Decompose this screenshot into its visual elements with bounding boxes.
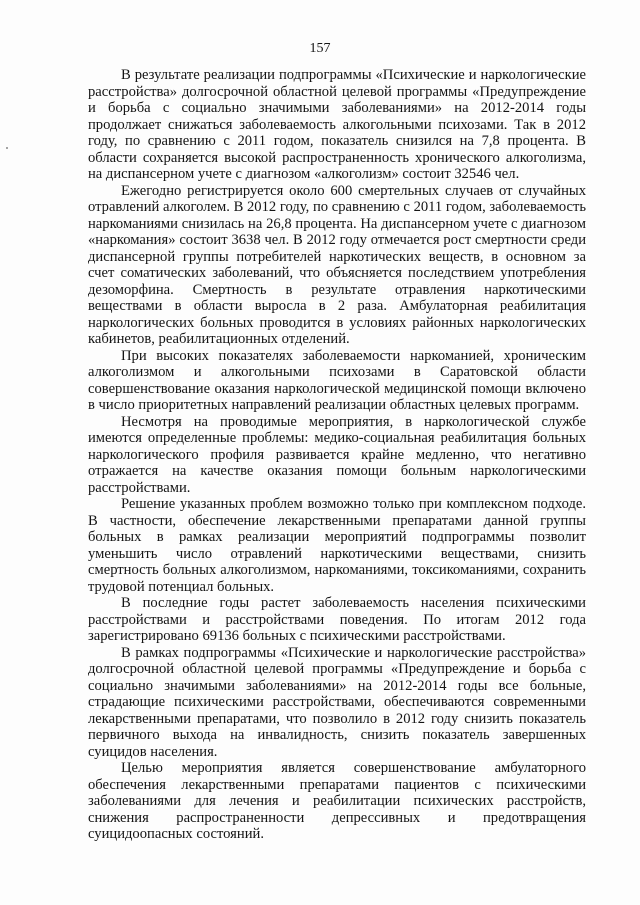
paragraph-3: При высоких показателях заболеваемости наркоманией, хроническим алкоголизмом и алкогольными психозами в Саратовской области совершенствование оказания наркологической медицинской помощи включено в число приоритетных направлений реализации областных целевых программ.	[88, 347, 586, 413]
paragraph-5: Решение указанных проблем возможно только при комплексном подходе. В частности, обеспечение лекарственными препаратами данной группы больных в рамках реализации мероприятий подпрограммы позволит уменьшить число отравлений наркотическими веществами, снизить смертность больных алкоголизмом, наркоманиями, токсикоманиями, сохранить трудовой потенциал больных.	[88, 496, 586, 595]
paragraph-8: Целью мероприятия является совершенствование амбулаторного обеспечения лекарственными препаратами пациентов с психическими заболеваниями для лечения и реабилитации психических расстройств, снижения распространенности депрессивных и предотвращения суицидоопасных состояний.	[88, 760, 586, 842]
margin-speck	[6, 147, 8, 149]
paragraph-6: В последние годы растет заболеваемость населения психическими расстройствами и расстройствами поведения. По итогам 2012 года зарегистрировано 69136 больных с психическими расстройствами.	[88, 595, 586, 644]
paragraph-7: В рамках подпрограммы «Психические и наркологические расстройства» долгосрочной областной целевой программы «Предупреждение и борьба с социально значимыми заболеваниями» на 2012-2014 годы все больные, страдающие психическими расстройствами, обеспечиваются современными лекарственными препаратами, что позволило в 2012 году снизить показатель первичного выхода на инвалидность, снизить показатель завершенных суицидов населения.	[88, 644, 586, 760]
paragraph-2: Ежегодно регистрируется около 600 смертельных случаев от случайных отравлений алкоголем. В 2012 году, по сравнению с 2011 годом, заболеваемость наркоманиями снизилась на 26,8 процента. На диспансерном учете с диагнозом «наркомания» состоит 3638 чел. В 2012 году отмечается рост смертности среди диспансерной группы потребителей наркотических веществ, в основном за счет соматических заболеваний, что объясняется последствием употребления дезоморфина. Смертность в результате отравления наркотическими веществами в области выросла в 2 раза. Амбулаторная реабилитация наркологических больных проводится в условиях районных наркологических кабинетов, реабилитационных отделений.	[88, 182, 586, 347]
page-number: 157	[309, 41, 331, 56]
paragraph-4: Несмотря на проводимые мероприятия, в наркологической службе имеются определенные проблемы: медико-социальная реабилитация больных наркологического профиля развивается крайне медленно, что негативно отражается на качестве оказания помощи больным наркологическими расстройствами.	[88, 413, 586, 496]
body-text	[88, 67, 586, 843]
paragraph-1: В результате реализации подпрограммы «Психические и наркологические расстройства» долгосрочной областной целевой программы «Предупреждение и борьба с социально значимыми заболеваниями» на 2012-2014 годы продолжает снижаться заболеваемость алкогольными психозами. Так в 2012 году, по сравнению с 2011 годом, показатель снизился на 7,8 процента. В области сохраняется высокой распространенность хронического алкоголизма, на диспансерном учете с диагнозом «алкоголизм» состоит 32546 чел.	[88, 67, 586, 182]
